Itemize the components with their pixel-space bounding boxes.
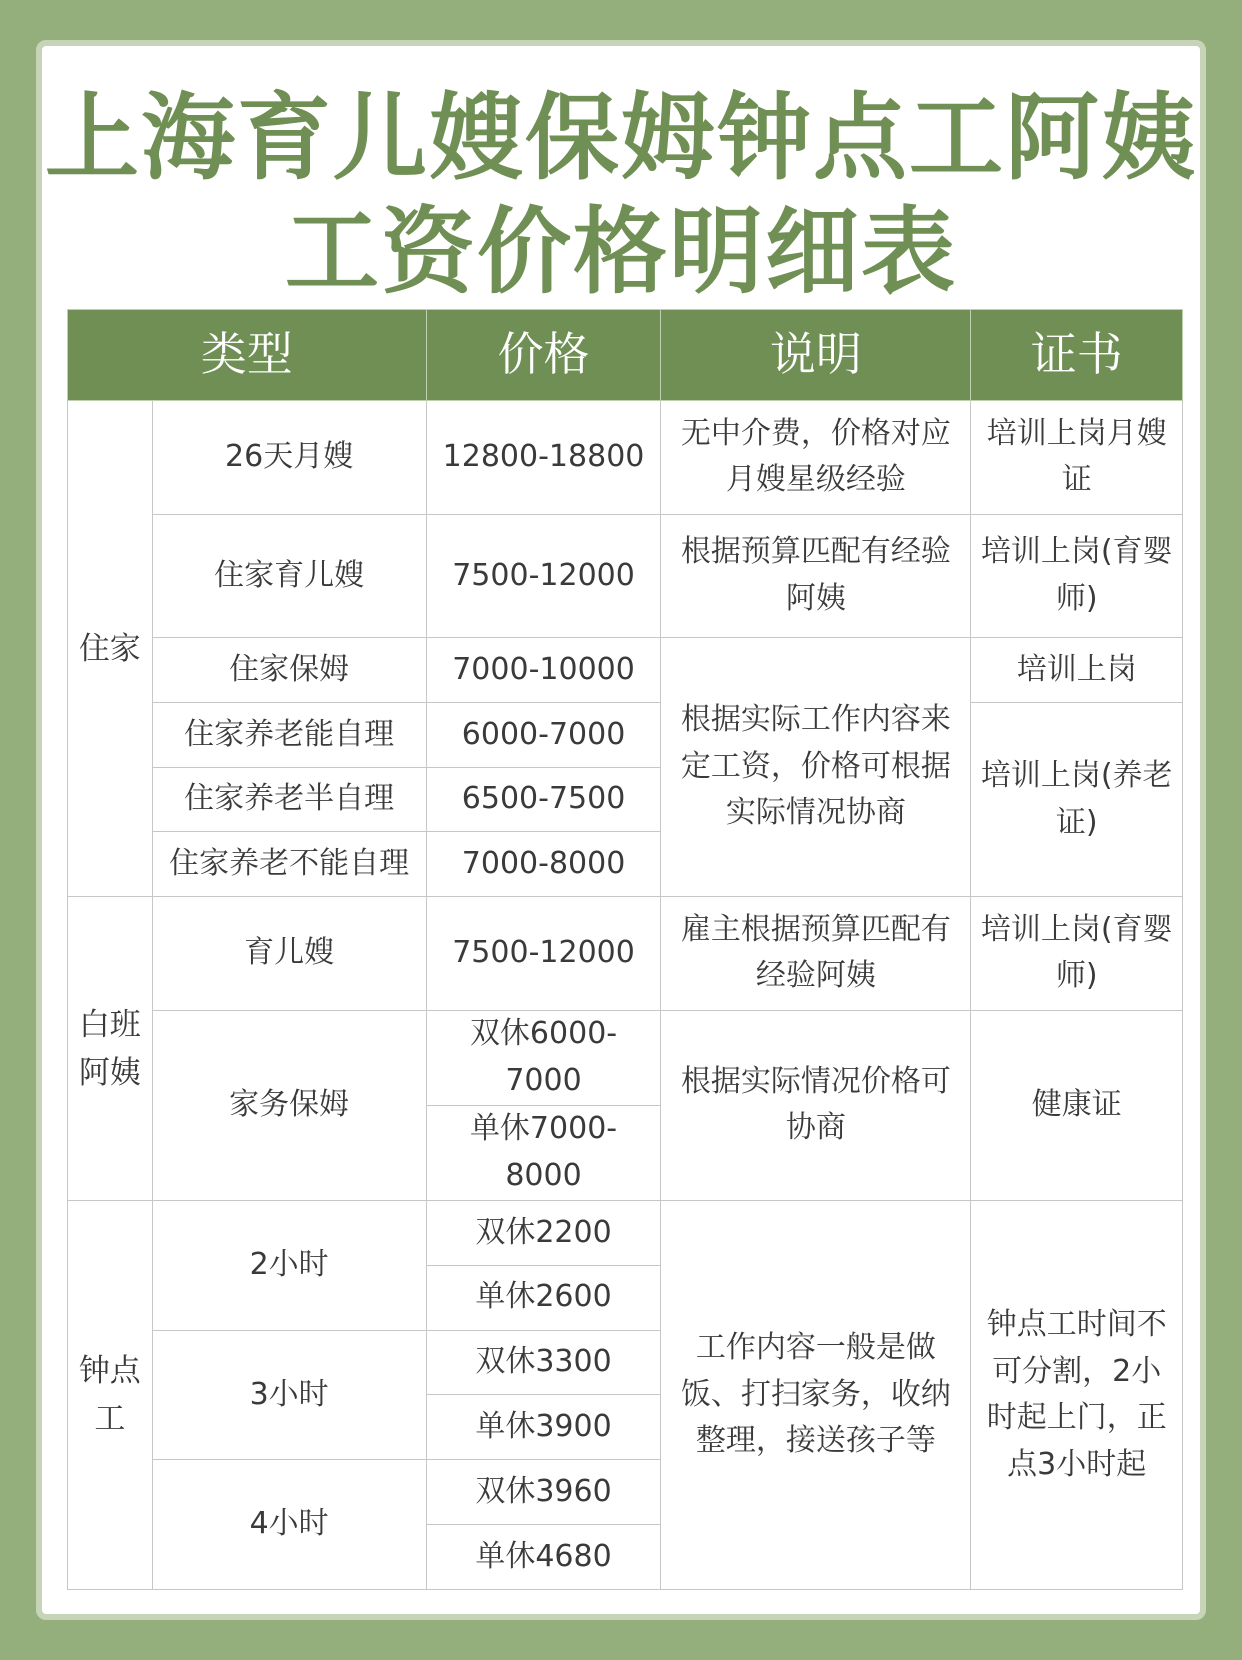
price-cell: 6500-7500 bbox=[426, 767, 661, 832]
desc-cell: 无中介费，价格对应月嫂星级经验 bbox=[661, 401, 971, 514]
desc-cell-hourly: 工作内容一般是做饭、打扫家务，收纳整理，接送孩子等 bbox=[661, 1201, 971, 1590]
price-cell: 双休6000-7000 bbox=[426, 1010, 661, 1105]
price-card bbox=[36, 40, 1206, 1620]
header-type: 类型 bbox=[68, 310, 427, 401]
price-cell: 7000-10000 bbox=[426, 638, 661, 703]
table-row bbox=[68, 638, 1183, 703]
cert-cell: 培训上岗(育婴师) bbox=[971, 897, 1183, 1010]
type-cell: 4小时 bbox=[152, 1460, 426, 1590]
category-hourly: 钟点工 bbox=[68, 1201, 153, 1590]
desc-cell: 根据实际情况价格可协商 bbox=[661, 1010, 971, 1200]
table-row bbox=[68, 702, 1183, 767]
price-cell: 双休3300 bbox=[426, 1330, 661, 1395]
price-table bbox=[67, 309, 1183, 1590]
price-cell: 单休7000-8000 bbox=[426, 1105, 661, 1200]
category-day: 白班阿姨 bbox=[68, 897, 153, 1201]
price-cell: 12800-18800 bbox=[426, 401, 661, 514]
cert-cell: 培训上岗(育婴师) bbox=[971, 514, 1183, 638]
cert-cell: 培训上岗 bbox=[971, 638, 1183, 703]
price-cell: 双休3960 bbox=[426, 1460, 661, 1525]
type-cell: 住家养老能自理 bbox=[152, 702, 426, 767]
type-cell: 3小时 bbox=[152, 1330, 426, 1460]
desc-cell: 雇主根据预算匹配有经验阿姨 bbox=[661, 897, 971, 1010]
title-line-1: 上海育儿嫂保姆钟点工阿姨 bbox=[44, 84, 1197, 193]
header-row bbox=[68, 310, 1183, 401]
price-cell: 双休2200 bbox=[426, 1201, 661, 1266]
cert-cell: 培训上岗月嫂证 bbox=[971, 401, 1183, 514]
price-cell: 7500-12000 bbox=[426, 514, 661, 638]
price-cell: 单休2600 bbox=[426, 1265, 661, 1330]
table-row bbox=[68, 1201, 1183, 1266]
price-cell: 6000-7000 bbox=[426, 702, 661, 767]
cert-cell: 健康证 bbox=[971, 1010, 1183, 1200]
type-cell: 26天月嫂 bbox=[152, 401, 426, 514]
price-cell: 单休3900 bbox=[426, 1395, 661, 1460]
price-cell: 7000-8000 bbox=[426, 832, 661, 897]
cert-cell-shared: 培训上岗(养老证) bbox=[971, 702, 1183, 896]
category-live-in: 住家 bbox=[68, 401, 153, 897]
type-cell: 住家育儿嫂 bbox=[152, 514, 426, 638]
header-cert: 证书 bbox=[971, 310, 1183, 401]
table-row bbox=[68, 401, 1183, 514]
cert-cell-hourly: 钟点工时间不可分割，2小时起上门，正点3小时起 bbox=[971, 1201, 1183, 1590]
type-cell: 2小时 bbox=[152, 1201, 426, 1331]
desc-cell-shared: 根据实际工作内容来定工资，价格可根据实际情况协商 bbox=[661, 638, 971, 897]
type-cell: 家务保姆 bbox=[152, 1010, 426, 1200]
table-row bbox=[68, 1010, 1183, 1105]
header-price: 价格 bbox=[426, 310, 661, 401]
type-cell: 住家养老不能自理 bbox=[152, 832, 426, 897]
table-row bbox=[68, 514, 1183, 638]
price-cell: 单休4680 bbox=[426, 1525, 661, 1590]
header-desc: 说明 bbox=[661, 310, 971, 401]
type-cell: 育儿嫂 bbox=[152, 897, 426, 1010]
type-cell: 住家养老半自理 bbox=[152, 767, 426, 832]
price-cell: 7500-12000 bbox=[426, 897, 661, 1010]
title-line-2: 工资价格明细表 bbox=[284, 198, 957, 307]
table-row bbox=[68, 897, 1183, 1010]
desc-cell: 根据预算匹配有经验阿姨 bbox=[661, 514, 971, 638]
type-cell: 住家保姆 bbox=[152, 638, 426, 703]
